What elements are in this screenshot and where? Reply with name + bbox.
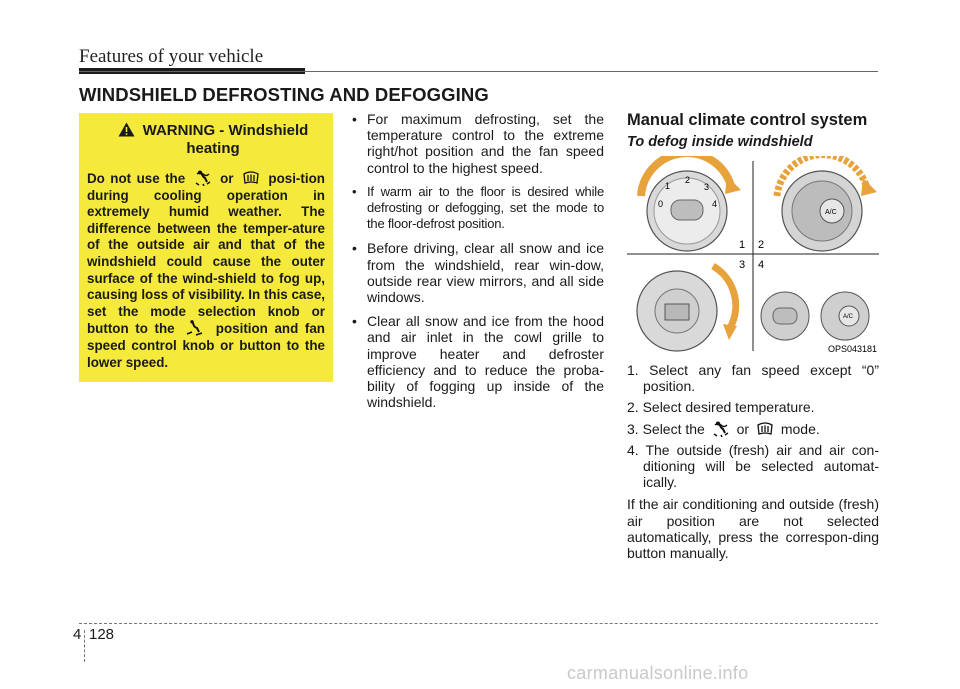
step3-text-a: 3. Select the [627, 420, 705, 437]
defrost-mode-icon [756, 421, 774, 437]
mode-knob-3 [637, 266, 737, 351]
warning-text [87, 170, 325, 371]
warning-text-part3: position and fan speed control knob or button to the lower speed. [87, 321, 325, 370]
climate-control-figure [627, 156, 879, 356]
floor-defrost-mode-icon [712, 421, 730, 437]
bullet-item: • Before driving, clear all snow and ice from the windshield, rear win-dow, outside rear view mirrors, and all side windows. [352, 240, 604, 305]
temperature-knob-2 [777, 156, 877, 251]
step3-text-c: mode. [780, 420, 820, 437]
fan-knob-1 [641, 156, 741, 251]
steps-list [627, 362, 879, 490]
step3-text-b: or [736, 420, 750, 437]
chapter-number: 4 [73, 626, 82, 643]
warning-topic: Windshield heating [186, 122, 309, 157]
step-item: 4. The outside (fresh) air and air con-ditioning will be selected automat-ically. [627, 441, 879, 491]
warning-text-or: or [220, 171, 234, 186]
warning-heading [87, 122, 325, 158]
warning-label: WARNING - [142, 122, 225, 139]
figure-number: 3 [739, 259, 746, 271]
page-number: 128 [89, 626, 115, 643]
footer-rule [79, 623, 878, 624]
defrost-mode-icon [242, 170, 260, 186]
bullet-column [352, 111, 604, 418]
svg-text:3: 3 [704, 182, 710, 192]
knob-pair-4 [761, 292, 869, 340]
svg-text:4: 4 [712, 199, 718, 209]
bullet-item: • For maximum defrosting, set the temperature control to the extreme right/hot position and the fan speed control to the highest speed. [352, 111, 604, 176]
steps-column [627, 362, 879, 561]
floor-defrost-mode-icon [194, 170, 212, 186]
step-item [627, 421, 879, 437]
defog-subtitle: To defog inside windshield [627, 134, 813, 150]
figure-number: 1 [739, 239, 746, 251]
manual-climate-title: Manual climate control system [627, 111, 868, 129]
step-item: 1. Select any fan speed except “0” position. [627, 362, 879, 395]
step-item: 2. Select desired temperature. [627, 399, 815, 416]
warning-triangle-icon [118, 122, 135, 137]
figure-number: 2 [758, 239, 765, 251]
header-rule [79, 71, 878, 72]
bullet-item: • If warm air to the floor is desired while defrosting or defogging, set the mode to the floor-defrost position. [352, 184, 604, 233]
svg-text:1: 1 [665, 181, 671, 191]
floor-mode-icon [184, 320, 206, 336]
bullet-list [352, 111, 604, 410]
warning-box [79, 113, 333, 382]
page-header-title: Features of your vehicle [79, 46, 264, 67]
svg-text:A/C: A/C [825, 209, 837, 216]
figure-caption: OPS043181 [827, 344, 877, 354]
svg-text:0: 0 [658, 199, 664, 209]
section-title: WINDSHIELD DEFROSTING AND DEFOGGING [79, 84, 489, 105]
svg-text:2: 2 [685, 175, 691, 185]
manual-note: If the air conditioning and outside (fresh) air position are not selected automatically, press the correspon-ding button manually. [627, 496, 879, 562]
figure-number: 4 [758, 259, 765, 271]
warning-text-part1: Do not use the [87, 171, 186, 186]
warning-text-part2: posi-tion during cooling operation in extremely humid weather. The difference between the temper-ature of the outside air and that of the windshield could cause the outer surface of the wind-shield to fog up, causing loss of visibility. In this case, set the mode selection knob or button to the [87, 171, 325, 337]
bullet-item: • Clear all snow and ice from the hood and air inlet in the cowl grille to improve heater and defroster efficiency and to reduce the proba-bility of fogging up inside of the windshield. [352, 313, 604, 410]
footer-divider [84, 630, 85, 662]
svg-text:A/C: A/C [843, 314, 854, 320]
watermark: carmanualsonline.info [567, 663, 749, 683]
climate-knobs-illustration [627, 156, 879, 356]
